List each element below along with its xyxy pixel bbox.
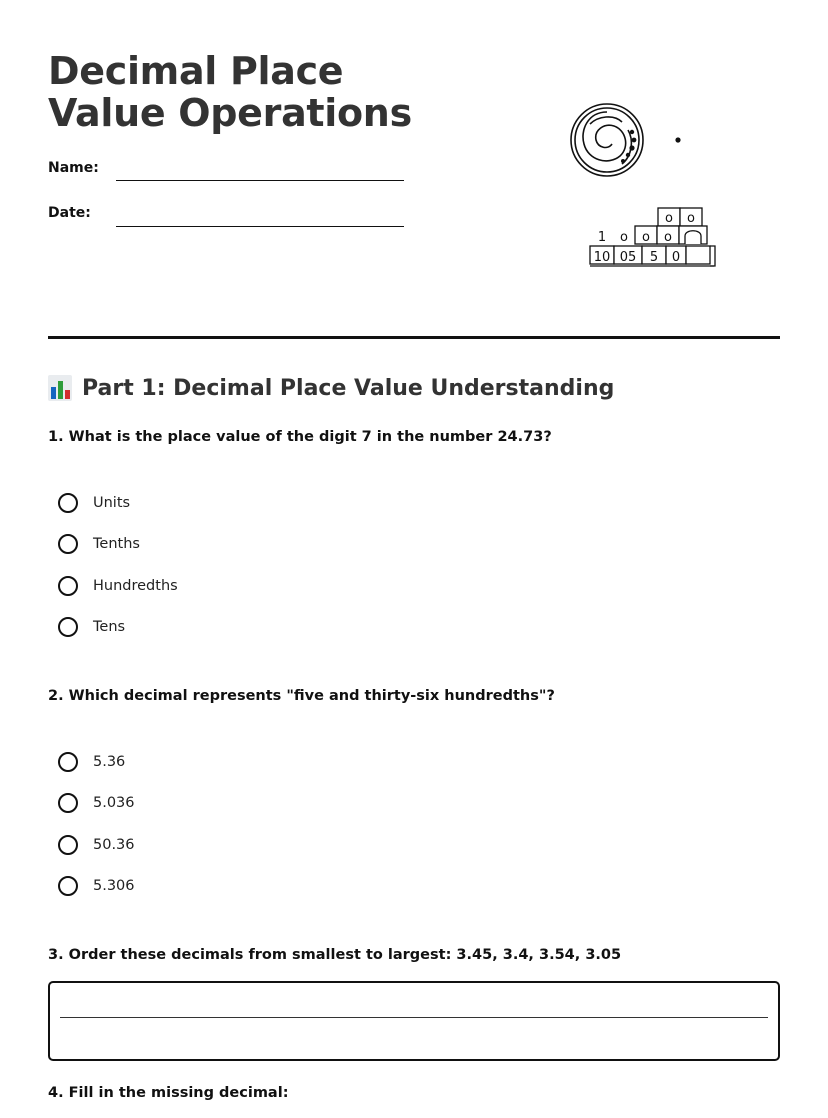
logo-block-mid-1: 1 (597, 230, 607, 245)
spiral-abacus-icon (568, 100, 718, 275)
q2-option-3[interactable] (58, 833, 135, 857)
radio-button[interactable] (58, 493, 78, 513)
q2-option-4[interactable] (58, 874, 135, 898)
section-divider (48, 336, 780, 339)
part1-title (48, 375, 614, 401)
logo-block-bottom-3: 5 (649, 250, 659, 265)
option-label: 5.036 (93, 795, 135, 811)
option-label: Units (93, 495, 131, 511)
logo-block-mid-4: o (664, 230, 672, 245)
question-1: 1. What is the place value of the digit 7 in the number 24.73? (48, 429, 552, 445)
answer-line (60, 1017, 768, 1018)
date-label: Date: (48, 205, 91, 221)
logo-block-top-1: o (665, 211, 673, 226)
logo-block-mid-2: o (620, 230, 628, 245)
q1-option-4[interactable] (58, 615, 125, 639)
option-label: Hundredths (93, 578, 178, 594)
radio-button[interactable] (58, 835, 78, 855)
q1-option-3[interactable] (58, 574, 178, 598)
q1-option-1[interactable] (58, 491, 130, 515)
q1-option-2[interactable] (58, 532, 140, 556)
radio-button[interactable] (58, 876, 78, 896)
logo-block-bottom-4: 0 (671, 250, 681, 265)
q2-option-2[interactable] (58, 791, 135, 815)
option-label: Tens (93, 619, 126, 635)
option-label: Tenths (93, 536, 140, 552)
option-label: 50.36 (93, 837, 135, 853)
question-2: 2. Which decimal represents "five and thirty-six hundredths"? (48, 688, 555, 704)
date-field[interactable] (116, 226, 404, 227)
option-label: 5.306 (93, 878, 135, 894)
radio-button[interactable] (58, 793, 78, 813)
name-field[interactable] (116, 180, 404, 181)
answer-box[interactable] (48, 981, 780, 1061)
q2-option-1[interactable] (58, 750, 125, 774)
radio-button[interactable] (58, 576, 78, 596)
option-label: 5.36 (93, 754, 126, 770)
logo-block-top-2: o (687, 211, 695, 226)
radio-button[interactable] (58, 752, 78, 772)
logo-block-bottom-1: 10 (593, 250, 611, 265)
logo-block-mid-3: o (642, 230, 650, 245)
part1-title-text: Part 1: Decimal Place Value Understanding (82, 375, 615, 401)
question-4: 4. Fill in the missing decimal: (48, 1085, 289, 1101)
logo-block-bottom-2: 05 (619, 250, 637, 265)
bar-chart-icon (48, 375, 72, 401)
question-3: 3. Order these decimals from smallest to largest: 3.45, 3.4, 3.54, 3.05 (48, 947, 622, 963)
name-label: Name: (48, 160, 99, 176)
radio-button[interactable] (58, 617, 78, 637)
worksheet-title: Decimal Place Value Operations (48, 49, 412, 135)
radio-button[interactable] (58, 534, 78, 554)
